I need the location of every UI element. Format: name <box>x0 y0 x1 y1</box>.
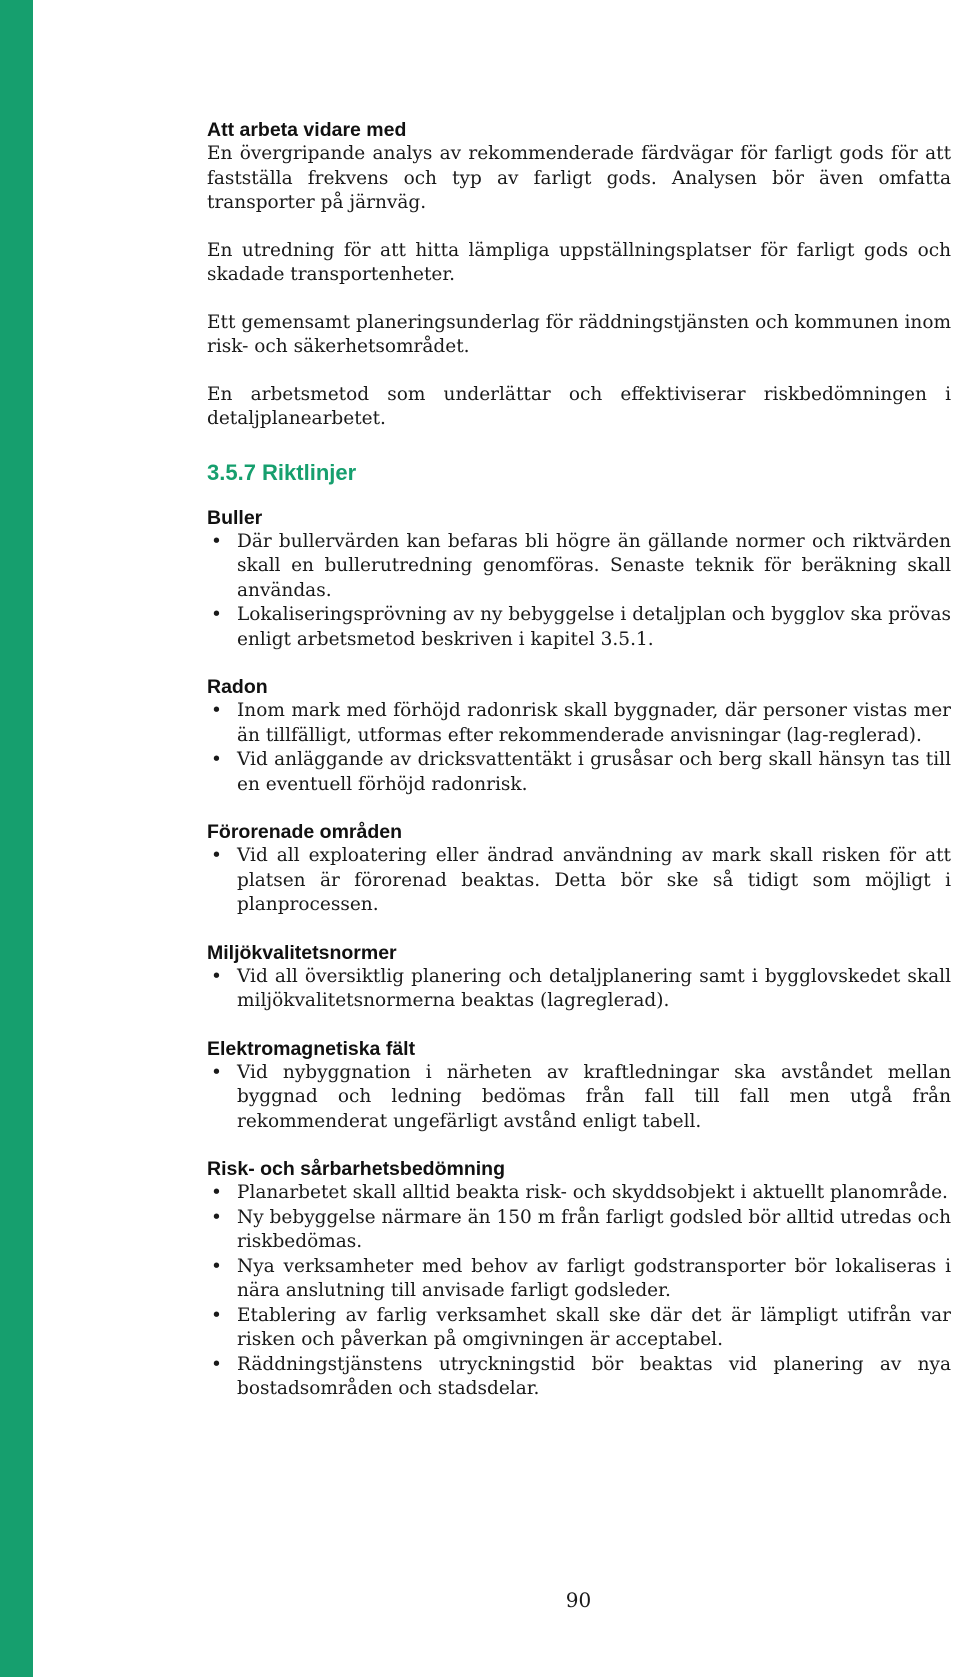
subsection-heading: Radon <box>207 676 268 698</box>
intro-paragraph: En arbetsmetod som underlättar och effektiviserar riskbedömningen i detaljplanearbetet. <box>207 383 951 429</box>
subsection-heading: Elektromagnetiska fält <box>207 1037 416 1060</box>
intro-paragraph: En övergripande analys av rekommenderade färdvägar för farligt gods för att fastställa frekvens och typ av farligt gods. Analysen bör även omfatta transporter på järnväg. <box>207 143 951 213</box>
bullet-list <box>207 965 951 1014</box>
bullet-list <box>207 1181 951 1402</box>
list-item: • Etablering av farlig verksamhet skall ske där det är lämpligt utifrån var risken och påverkan på omgivningen är acceptabel. <box>207 1304 951 1353</box>
subsection-risk-och-sarbarhetsbedomning <box>207 1157 951 1402</box>
subsection-heading: Miljökvalitetsnormer <box>207 941 397 964</box>
bullet-list <box>207 530 951 653</box>
bullet-list <box>207 844 951 918</box>
list-item: • Räddningstjänstens utryckningstid bör beaktas vid planering av nya bostadsområden och stadsdelar. <box>207 1353 951 1402</box>
intro-paragraph: En utredning för att hitta lämpliga uppställningsplatser för farligt gods och skadade transportenheter. <box>207 239 951 285</box>
list-item: • Vid all exploatering eller ändrad användning av mark skall risken för att platsen är förorenad beaktas. Detta bör ske så tidigt som möjligt i planprocessen. <box>207 844 951 918</box>
subsection-heading: Buller <box>207 506 263 529</box>
section-title: 3.5.7 Riktlinjer <box>207 459 357 485</box>
list-item: • Vid anläggande av dricksvattentäkt i grusåsar och berg skall hänsyn tas till en eventuell förhöjd radonrisk. <box>207 748 951 797</box>
list-item: • Planarbetet skall alltid beakta risk- och skyddsobjekt i aktuellt planområde. <box>207 1181 951 1206</box>
list-item: • Inom mark med förhöjd radonrisk skall byggnader, där personer vistas mer än tillfälligt, utformas efter rekommenderade anvisningar (lag-reglerad). <box>207 699 951 748</box>
bullet-list <box>207 699 951 797</box>
subsection-fororenade-omraden <box>207 820 951 918</box>
margin-color-bar <box>0 0 33 1677</box>
subsection-elektromagnetiska-falt <box>207 1037 951 1135</box>
list-item: • Ny bebyggelse närmare än 150 m från farligt godsled bör alltid utredas och riskbedömas. <box>207 1206 951 1255</box>
list-item: • Nya verksamheter med behov av farligt godstransporter bör lokaliseras i nära anslutning till anvisade farligt godsleder. <box>207 1255 951 1304</box>
list-item: • Vid all översiktlig planering och detaljplanering samt i bygglovskedet skall miljökvalitetsnormerna beaktas (lagreglerad). <box>207 965 951 1014</box>
list-item: • Vid nybyggnation i närheten av kraftledningar ska avståndet mellan byggnad och ledning bedömas från fall till fall men utgå från rekommenderat ungefärligt avstånd enligt tabell. <box>207 1061 951 1135</box>
bullet-list <box>207 1061 951 1135</box>
subsection-buller <box>207 506 951 653</box>
subsection-miljokvalitetsnormer <box>207 941 951 1014</box>
subsection-heading: Risk- och sårbarhetsbedömning <box>207 1158 505 1180</box>
subsection-radon <box>207 675 951 797</box>
list-item: • Lokaliseringsprövning av ny bebyggelse i detaljplan och bygglov ska prövas enligt arbetsmetod beskriven i kapitel 3.5.1. <box>207 603 951 652</box>
list-item: • Där bullervärden kan befaras bli högre än gällande normer och riktvärden skall en bullerutredning genomföras. Senaste teknik för beräkning skall användas. <box>207 530 951 604</box>
subsection-heading: Förorenade områden <box>207 821 403 843</box>
intro-heading: Att arbeta vidare med <box>207 119 407 141</box>
document-body <box>207 118 951 1425</box>
page-number: 90 <box>565 1588 592 1612</box>
intro-paragraph: Ett gemensamt planeringsunderlag för räddningstjänsten och kommunen inom risk- och säkerhetsområdet. <box>207 311 951 357</box>
